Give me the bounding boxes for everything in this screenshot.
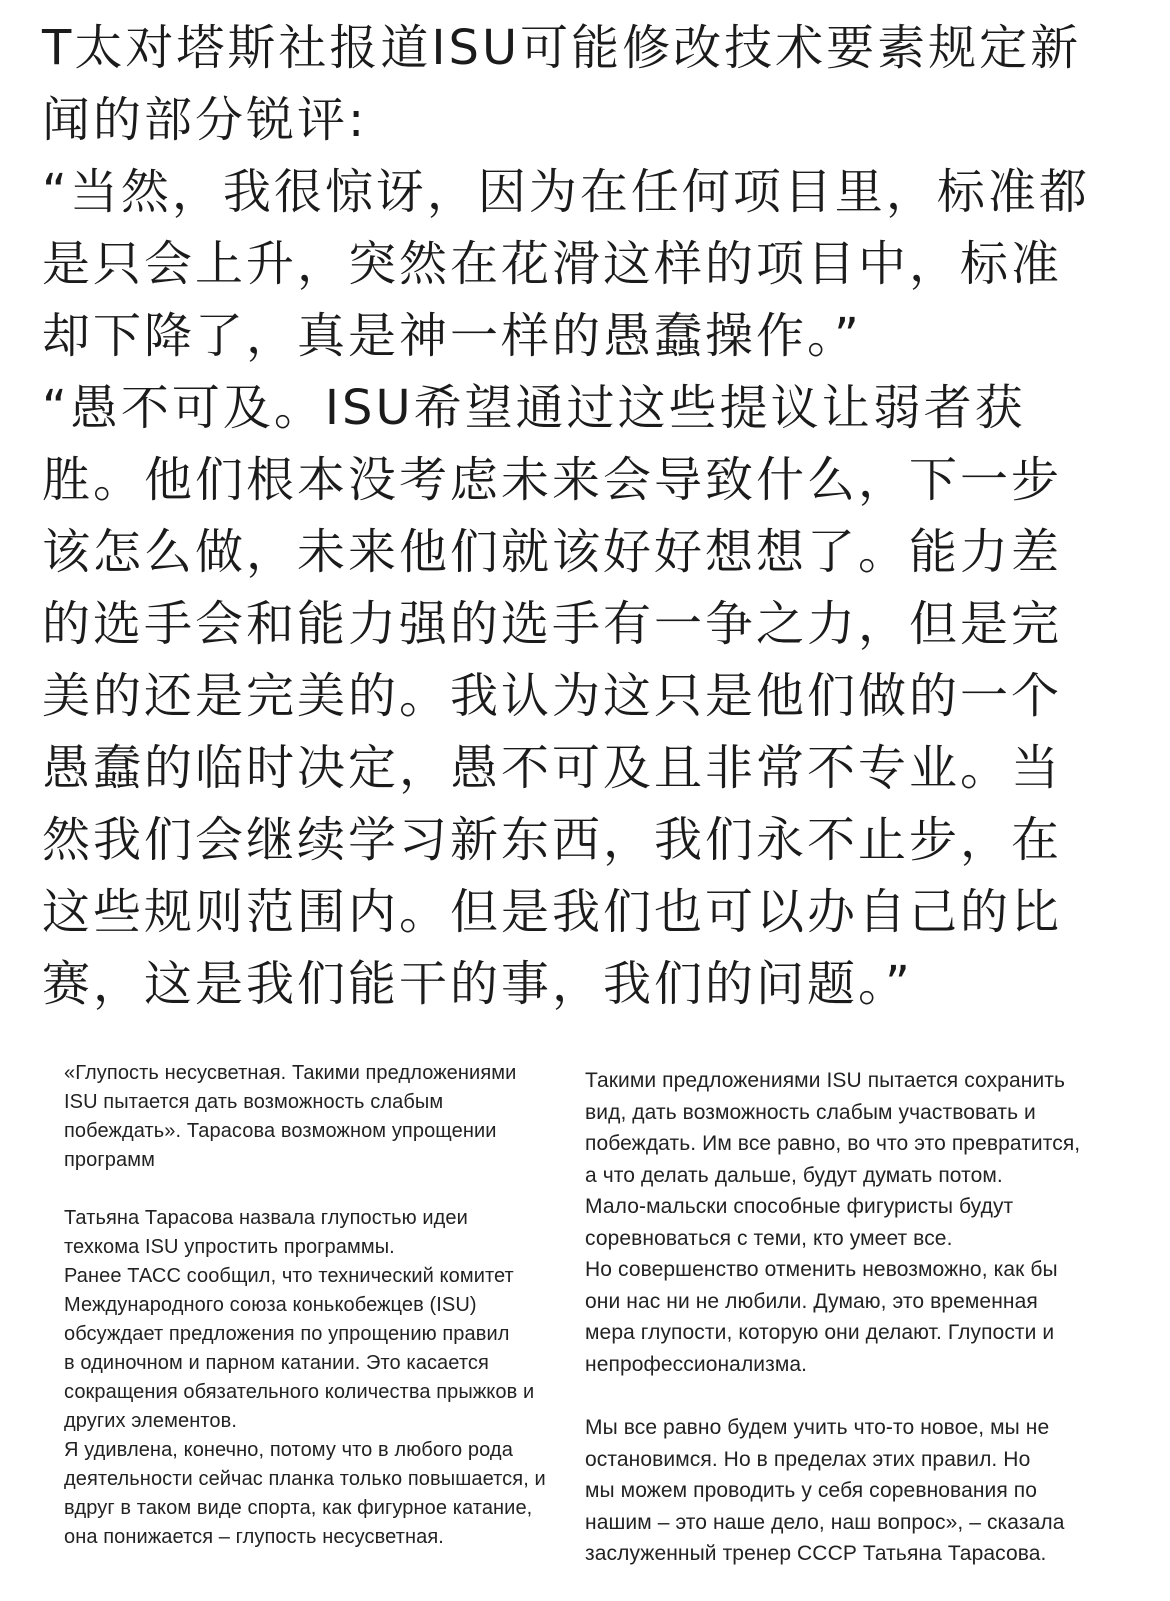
clipping-headline: «Глупость несусветная. Такими предложениями ISU пытается дать возможность слабым побеждать». Тарасова возможном упрощении программ xyxy=(64,1062,517,1171)
clipping-right-paragraph-2: Мы все равно будем учить что-то новое, мы не остановимся. Но в пределах этих правил. Но мы можем проводить у себя соревнования по нашим – это наше дело, наш вопрос», – сказала заслуженный тренер СССР Татьяна Тарасова. xyxy=(585,1416,1065,1565)
news-clipping-image xyxy=(0,1045,1170,1601)
post-quote-2: “愚不可及。ISU希望通过这些提议让弱者获 胜。他们根本没考虑未来会导致什么，下一步 该怎么做，未来他们就该好好想想了。能力差 的选手会和能力强的选手有一争之力，但是完 美的还是完美的。我认为这只是他们做的一个 愚蠢的临时决定，愚不可及且非常不专业。当 然我们会继续学习新东西，我们永不止步，在 这些规则范围内。但是我们也可以办自己的比 赛，这是我们能干的事，我们的问题。” xyxy=(42,380,1063,1012)
post-text xyxy=(42,12,1142,1020)
post-quote-1: “当然，我很惊讶，因为在任何项目里，标准都 是只会上升，突然在花滑这样的项目中，标准 却下降了，真是神一样的愚蠢操作。” xyxy=(42,164,1090,364)
post-intro-paragraph: T太对塔斯社报道ISU可能修改技术要素规定新 闻的部分锐评: xyxy=(42,20,1082,148)
clipping-right-paragraph-1: Такими предложениями ISU пытается сохранить вид, дать возможность слабым участвовать и побеждать. Им все равно, во что это превратится, а что делать дальше, будут думать потом. Мало-мальски способные фигуристы будут соревноваться с теми, кто умеет все. Но совершенство отменить невозможно, как бы они нас ни не любили. Думаю, это временная мера глупости, которую они делают. Глупости и непрофессионализма. xyxy=(585,1069,1081,1376)
clipping-left-column xyxy=(64,1059,564,1552)
clipping-left-body: Татьяна Тарасова назвала глупостью идеи техкома ISU упростить программы. Ранее ТАСС сообщил, что технический комитет Международного союза конькобежцев (ISU) обсуждает предложения по упрощению правил в одиночном и парном катании. Это касается сокращения обязательного количества прыжков и других элементов. Я удивлена, конечно, потому что в любого рода деятельности сейчас планка только повышается, и вдруг в таком виде спорта, как фигурное катание, она понижается – глупость несусветная. xyxy=(64,1207,546,1548)
clipping-right-column xyxy=(585,1065,1125,1570)
